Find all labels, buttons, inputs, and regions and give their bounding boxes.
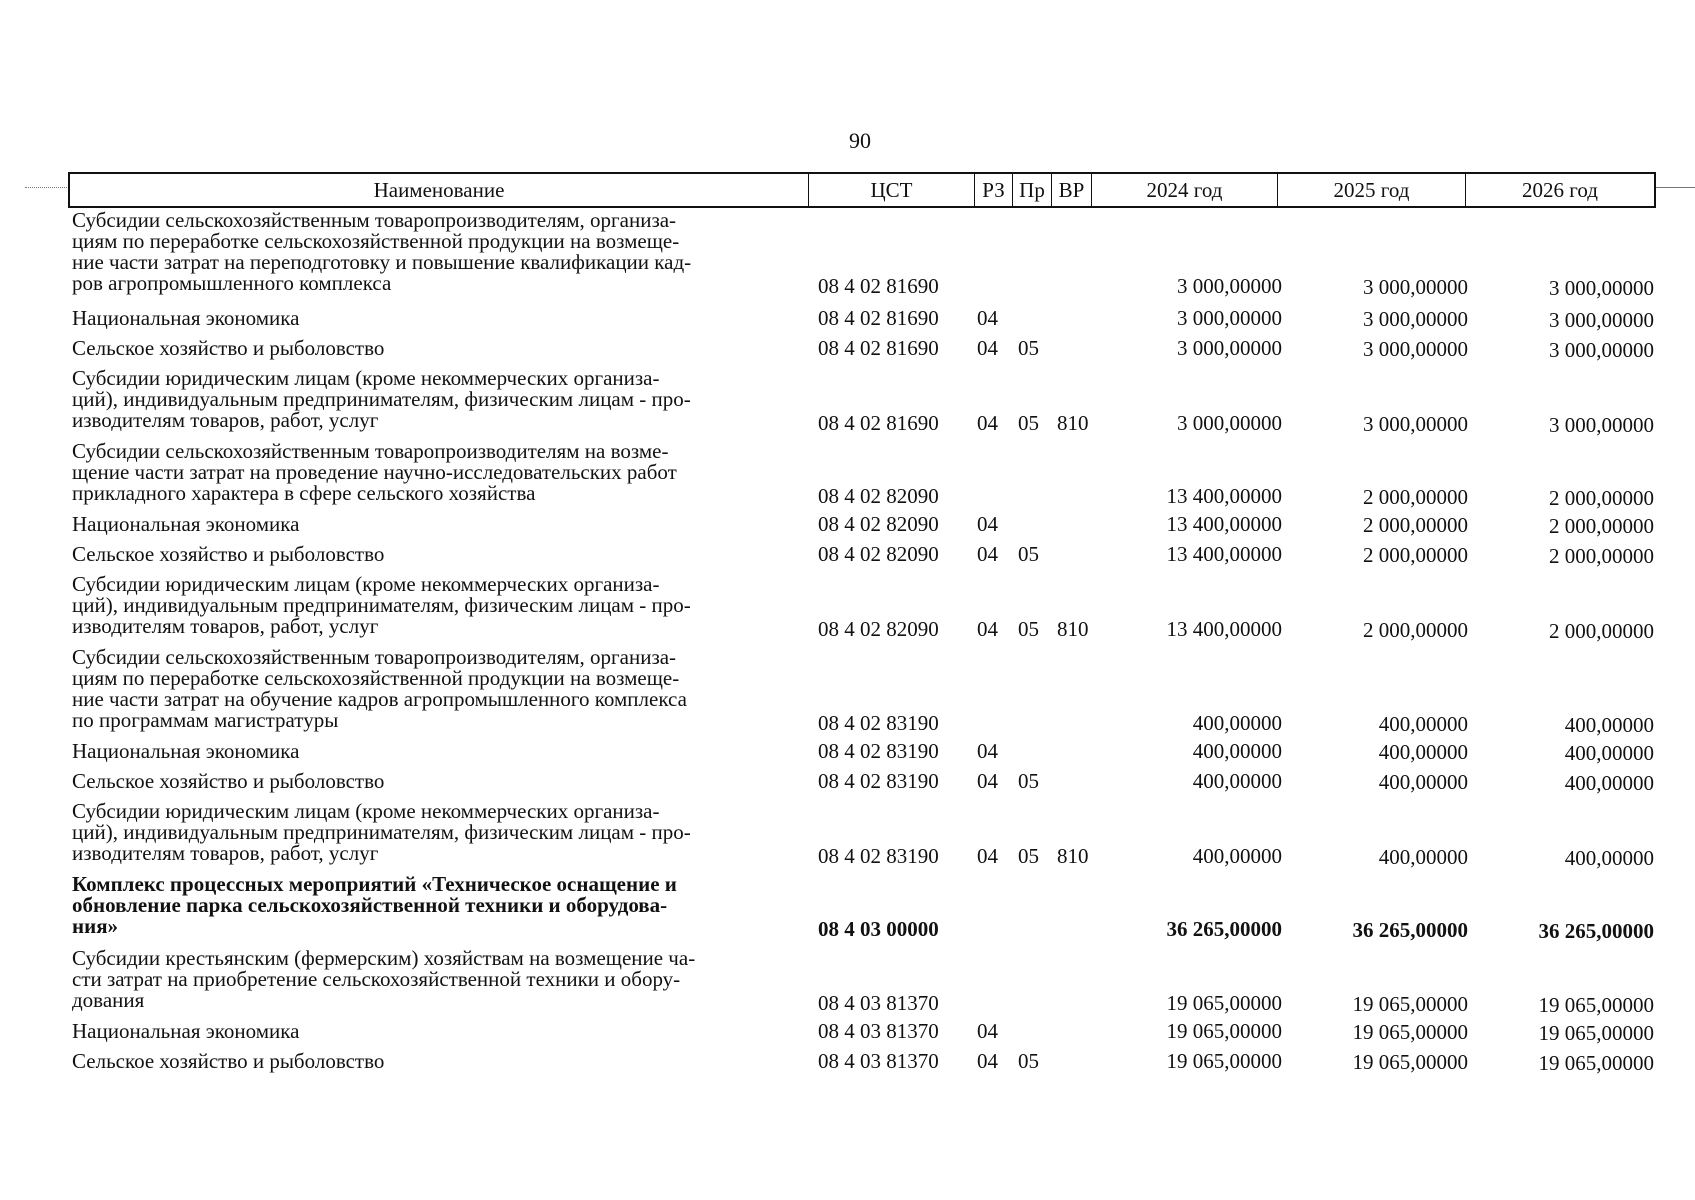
row-2025: 2 000,00000 bbox=[1363, 543, 1468, 567]
row-pr: 05 bbox=[1018, 336, 1039, 360]
row-2024: 13 400,00000 bbox=[1166, 542, 1282, 566]
row-name: Комплекс процессных мероприятий «Техническое оснащение и обновление парка сельскохозяйственной техники и оборудова- ния» bbox=[72, 872, 677, 938]
row-2025: 400,00000 bbox=[1378, 712, 1468, 736]
row-name: Субсидии сельскохозяйственным товаропроизводителям, организа- циям по переработке сельскохозяйственной продукции на возмеще- ние части затрат на переподготовку и повышение квалификации кад- ров агропромышленного комплекса bbox=[72, 208, 692, 295]
row-cst: 08 4 02 82090 bbox=[818, 617, 939, 641]
row-2026: 3 000,00000 bbox=[1549, 276, 1654, 300]
row-cst: 08 4 03 81370 bbox=[818, 991, 939, 1015]
row-rz: 04 bbox=[977, 1019, 998, 1043]
row-cst: 08 4 02 83190 bbox=[818, 739, 939, 763]
row-rz: 04 bbox=[977, 542, 998, 566]
row-2025: 2 000,00000 bbox=[1363, 513, 1468, 537]
row-2026: 3 000,00000 bbox=[1549, 308, 1654, 332]
row-2025: 3 000,00000 bbox=[1363, 412, 1468, 436]
left-dotted-rule bbox=[25, 187, 67, 188]
row-pr: 05 bbox=[1018, 542, 1039, 566]
header-vr: ВР bbox=[1051, 174, 1091, 206]
row-2026: 19 065,00000 bbox=[1538, 1051, 1654, 1075]
header-2025: 2025 год bbox=[1277, 174, 1465, 206]
row-cst: 08 4 02 82090 bbox=[818, 542, 939, 566]
row-rz: 04 bbox=[977, 336, 998, 360]
row-2024: 400,00000 bbox=[1192, 844, 1282, 868]
header-cst: ЦСТ bbox=[808, 174, 974, 206]
row-2024: 19 065,00000 bbox=[1166, 1019, 1282, 1043]
row-rz: 04 bbox=[977, 617, 998, 641]
row-vr: 810 bbox=[1057, 411, 1089, 435]
row-rz: 04 bbox=[977, 844, 998, 868]
header-pr: Пр bbox=[1012, 174, 1051, 206]
row-2026: 400,00000 bbox=[1564, 713, 1654, 737]
row-2024: 400,00000 bbox=[1192, 739, 1282, 763]
row-2026: 2 000,00000 bbox=[1549, 544, 1654, 568]
row-2026: 400,00000 bbox=[1564, 741, 1654, 765]
row-vr: 810 bbox=[1057, 617, 1089, 641]
row-name: Национальная экономика bbox=[72, 512, 300, 536]
row-2024: 3 000,00000 bbox=[1177, 274, 1282, 298]
row-rz: 04 bbox=[977, 306, 998, 330]
row-2024: 400,00000 bbox=[1192, 711, 1282, 735]
row-cst: 08 4 02 82090 bbox=[818, 512, 939, 536]
row-name: Сельское хозяйство и рыболовство bbox=[72, 769, 385, 793]
row-name: Субсидии юридическим лицам (кроме некоммерческих организа- ций), индивидуальным предпринимателям, физическим лицам - про- изводителям товаров, работ, услуг bbox=[72, 799, 691, 865]
row-cst: 08 4 02 81690 bbox=[818, 411, 939, 435]
row-2026: 2 000,00000 bbox=[1549, 486, 1654, 510]
row-2025: 3 000,00000 bbox=[1363, 337, 1468, 361]
row-rz: 04 bbox=[977, 512, 998, 536]
row-rz: 04 bbox=[977, 739, 998, 763]
row-name: Субсидии крестьянским (фермерским) хозяйствам на возмещение ча- сти затрат на приобретение сельскохозяйственной техники и обору- дования bbox=[72, 946, 696, 1012]
table-header bbox=[68, 172, 1656, 208]
row-cst: 08 4 03 81370 bbox=[818, 1019, 939, 1043]
row-2025: 2 000,00000 bbox=[1363, 618, 1468, 642]
row-2024: 19 065,00000 bbox=[1166, 1049, 1282, 1073]
row-2025: 3 000,00000 bbox=[1363, 275, 1468, 299]
row-name: Сельское хозяйство и рыболовство bbox=[72, 336, 385, 360]
header-rz: РЗ bbox=[974, 174, 1012, 206]
page-number: 90 bbox=[849, 128, 871, 153]
row-2025: 400,00000 bbox=[1378, 845, 1468, 869]
row-name: Национальная экономика bbox=[72, 1019, 300, 1043]
row-2026: 3 000,00000 bbox=[1549, 413, 1654, 437]
row-name: Сельское хозяйство и рыболовство bbox=[72, 542, 385, 566]
row-2024: 400,00000 bbox=[1192, 769, 1282, 793]
row-cst: 08 4 02 83190 bbox=[818, 711, 939, 735]
row-2025: 36 265,00000 bbox=[1352, 918, 1468, 942]
row-2026: 36 265,00000 bbox=[1538, 919, 1654, 943]
row-cst: 08 4 03 00000 bbox=[818, 917, 939, 941]
header-2026: 2026 год bbox=[1465, 174, 1654, 206]
row-name: Национальная экономика bbox=[72, 306, 300, 330]
row-cst: 08 4 02 81690 bbox=[818, 306, 939, 330]
row-cst: 08 4 03 81370 bbox=[818, 1049, 939, 1073]
right-rule bbox=[1655, 187, 1695, 188]
row-pr: 05 bbox=[1018, 411, 1039, 435]
row-name: Субсидии сельскохозяйственным товаропроизводителям на возме- щение части затрат на проведение научно-исследовательских работ прикладного характера в сфере сельского хозяйства bbox=[72, 439, 677, 505]
row-2026: 400,00000 bbox=[1564, 846, 1654, 870]
row-2024: 3 000,00000 bbox=[1177, 306, 1282, 330]
header-2024: 2024 год bbox=[1091, 174, 1277, 206]
row-2025: 3 000,00000 bbox=[1363, 307, 1468, 331]
row-2025: 19 065,00000 bbox=[1352, 1050, 1468, 1074]
row-2024: 13 400,00000 bbox=[1166, 617, 1282, 641]
row-cst: 08 4 02 81690 bbox=[818, 336, 939, 360]
row-pr: 05 bbox=[1018, 844, 1039, 868]
row-cst: 08 4 02 81690 bbox=[818, 274, 939, 298]
row-2024: 19 065,00000 bbox=[1166, 991, 1282, 1015]
row-name: Сельское хозяйство и рыболовство bbox=[72, 1049, 385, 1073]
row-2025: 19 065,00000 bbox=[1352, 1020, 1468, 1044]
row-2026: 2 000,00000 bbox=[1549, 514, 1654, 538]
header-name: Наименование bbox=[373, 178, 505, 202]
row-2024: 13 400,00000 bbox=[1166, 512, 1282, 536]
row-2024: 3 000,00000 bbox=[1177, 336, 1282, 360]
row-2025: 19 065,00000 bbox=[1352, 992, 1468, 1016]
row-pr: 05 bbox=[1018, 1049, 1039, 1073]
row-2026: 3 000,00000 bbox=[1549, 338, 1654, 362]
row-rz: 04 bbox=[977, 411, 998, 435]
row-2024: 13 400,00000 bbox=[1166, 484, 1282, 508]
row-rz: 04 bbox=[977, 769, 998, 793]
row-2026: 400,00000 bbox=[1564, 771, 1654, 795]
row-2026: 19 065,00000 bbox=[1538, 993, 1654, 1017]
row-2024: 36 265,00000 bbox=[1166, 917, 1282, 941]
row-pr: 05 bbox=[1018, 769, 1039, 793]
row-name: Субсидии юридическим лицам (кроме некоммерческих организа- ций), индивидуальным предпринимателям, физическим лицам - про- изводителям товаров, работ, услуг bbox=[72, 572, 691, 638]
row-rz: 04 bbox=[977, 1049, 998, 1073]
row-2025: 400,00000 bbox=[1378, 770, 1468, 794]
row-vr: 810 bbox=[1057, 844, 1089, 868]
row-2026: 19 065,00000 bbox=[1538, 1021, 1654, 1045]
row-cst: 08 4 02 82090 bbox=[818, 484, 939, 508]
row-2024: 3 000,00000 bbox=[1177, 411, 1282, 435]
row-name: Национальная экономика bbox=[72, 739, 300, 763]
row-cst: 08 4 02 83190 bbox=[818, 844, 939, 868]
row-name: Субсидии сельскохозяйственным товаропроизводителям, организа- циям по переработке сельскохозяйственной продукции на возмеще- ние части затрат на обучение кадров агропромышленного комплекса по программам магистратуры bbox=[72, 645, 687, 732]
row-2025: 2 000,00000 bbox=[1363, 485, 1468, 509]
row-name: Субсидии юридическим лицам (кроме некоммерческих организа- ций), индивидуальным предпринимателям, физическим лицам - про- изводителям товаров, работ, услуг bbox=[72, 366, 691, 432]
row-pr: 05 bbox=[1018, 617, 1039, 641]
row-cst: 08 4 02 83190 bbox=[818, 769, 939, 793]
row-2025: 400,00000 bbox=[1378, 740, 1468, 764]
row-2026: 2 000,00000 bbox=[1549, 619, 1654, 643]
